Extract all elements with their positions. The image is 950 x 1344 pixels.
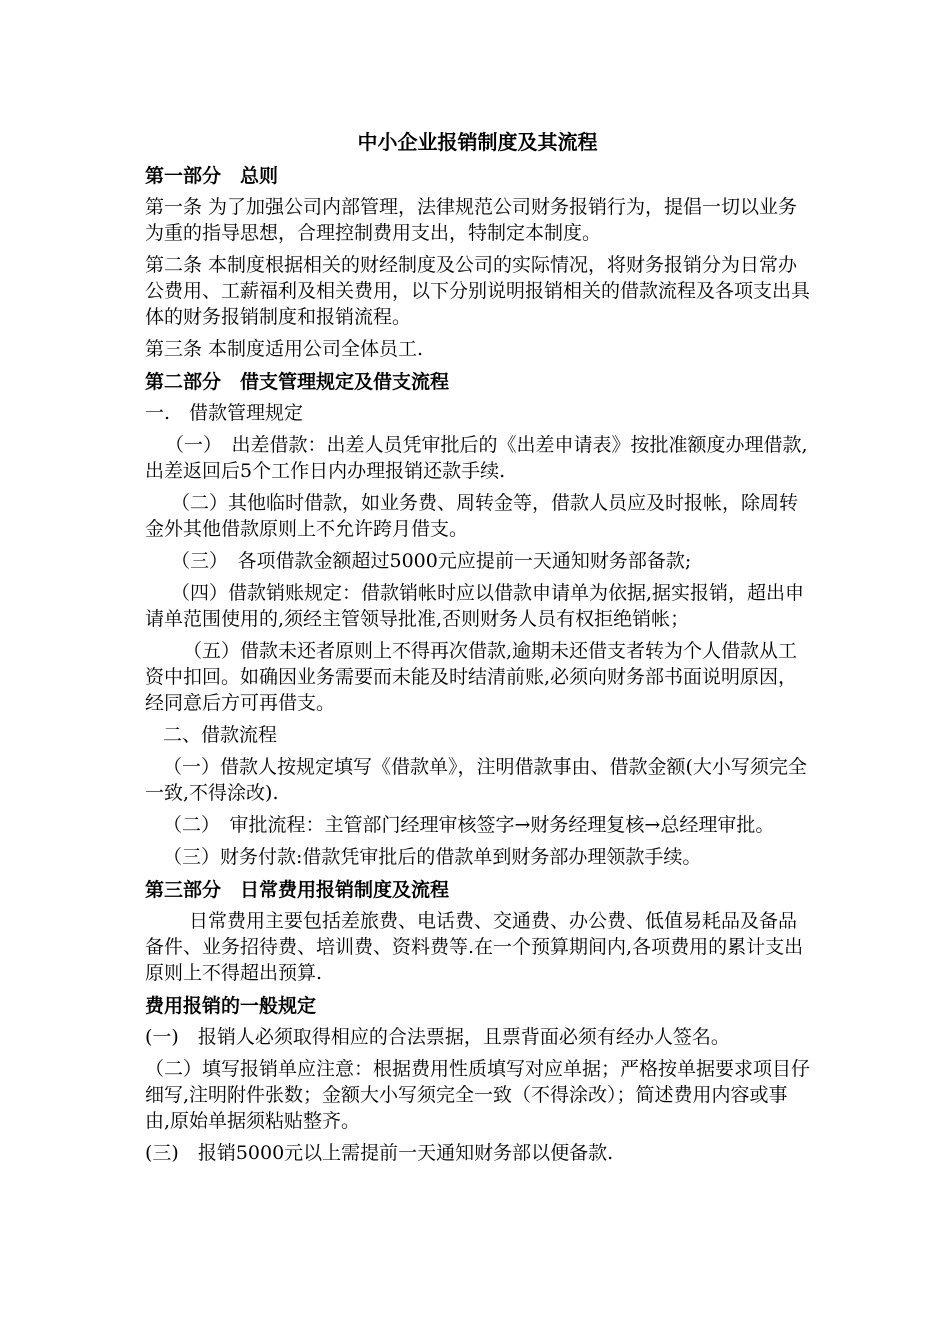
- article-3: 第三条 本制度适用公司全体员工.: [145, 338, 424, 360]
- loan-flow-1: （一）借款人按规定填写《借款单》，注明借款事由、借款金额(大小写须完全一致,不得涂改).: [145, 756, 807, 804]
- article-1: 第一条 为了加强公司内部管理，法律规范公司财务报销行为，提倡一切以业务为重的指导思想，合理控制费用支出，特制定本制度。: [145, 196, 798, 244]
- general-rule-3: (三) 报销5000元以上需提前一天通知财务部以便备款.: [145, 1142, 614, 1164]
- document-page: [145, 128, 810, 1172]
- section2-title: 二、借款流程: [163, 724, 278, 746]
- loan-flow-3: （三）财务付款:借款凭审批后的借款单到财务部办理领款手续。: [163, 846, 702, 868]
- general-rule-1: (一) 报销人必须取得相应的合法票据，且票背面必须有经办人签名。: [145, 1026, 730, 1048]
- loan-rule-4: （四）借款销账规定：借款销帐时应以借款申请单为依据,据实报销，超出申请单范围使用的,须经主管领导批准,否则财务人员有权拒绝销帐；: [145, 582, 805, 630]
- part3-heading: 第三部分 日常费用报销制度及流程: [145, 879, 450, 901]
- loan-flow-2: （二） 审批流程：主管部门经理审核签字→财务经理复核→总经理审批。: [163, 814, 775, 836]
- loan-rule-1: （一） 出差借款：出差人员凭审批后的《出差申请表》按批准额度办理借款,出差返回后5个工作日内办理报销还款手续.: [145, 434, 808, 482]
- section1-title: 一. 借款管理规定: [145, 402, 304, 424]
- loan-rule-5: （五）借款未还者原则上不得再次借款,逾期未还借支者转为个人借款从工资中扣回。如确因业务需要而未能及时结清前账,必须向财务部书面说明原因，经同意后方可再借支。: [145, 640, 798, 714]
- part1-heading: 第一部分 总则: [145, 165, 279, 187]
- loan-rule-3: （三） 各项借款金额超过5000元应提前一天通知财务部备款;: [171, 550, 692, 572]
- part2-heading: 第二部分 借支管理规定及借支流程: [145, 371, 450, 393]
- general-rules-heading: 费用报销的一般规定: [145, 995, 317, 1017]
- loan-rule-2: （二）其他临时借款，如业务费、周转金等，借款人员应及时报帐，除周转金外其他借款原则上不允许跨月借支。: [145, 492, 799, 540]
- article-2: 第二条 本制度根据相关的财经制度及公司的实际情况，将财务报销分为日常办公费用、工薪福利及相关费用，以下分别说明报销相关的借款流程及各项支出具体的财务报销制度和报销流程。: [145, 254, 811, 328]
- document-title: 中小企业报销制度及其流程: [357, 130, 598, 154]
- general-rule-2: （二）填写报销单应注意：根据费用性质填写对应单据；严格按单据要求项目仔细写,注明附件张数；金额大小写须完全一致（不得涂改）；简述费用内容或事由,原始单据须粘贴整齐。: [145, 1058, 811, 1132]
- expense-intro: 日常费用主要包括差旅费、电话费、交通费、办公费、低值易耗品及备品备件、业务招待费、培训费、资料费等.在一个预算期间内,各项费用的累计支出原则上不得超出预算.: [145, 910, 804, 984]
